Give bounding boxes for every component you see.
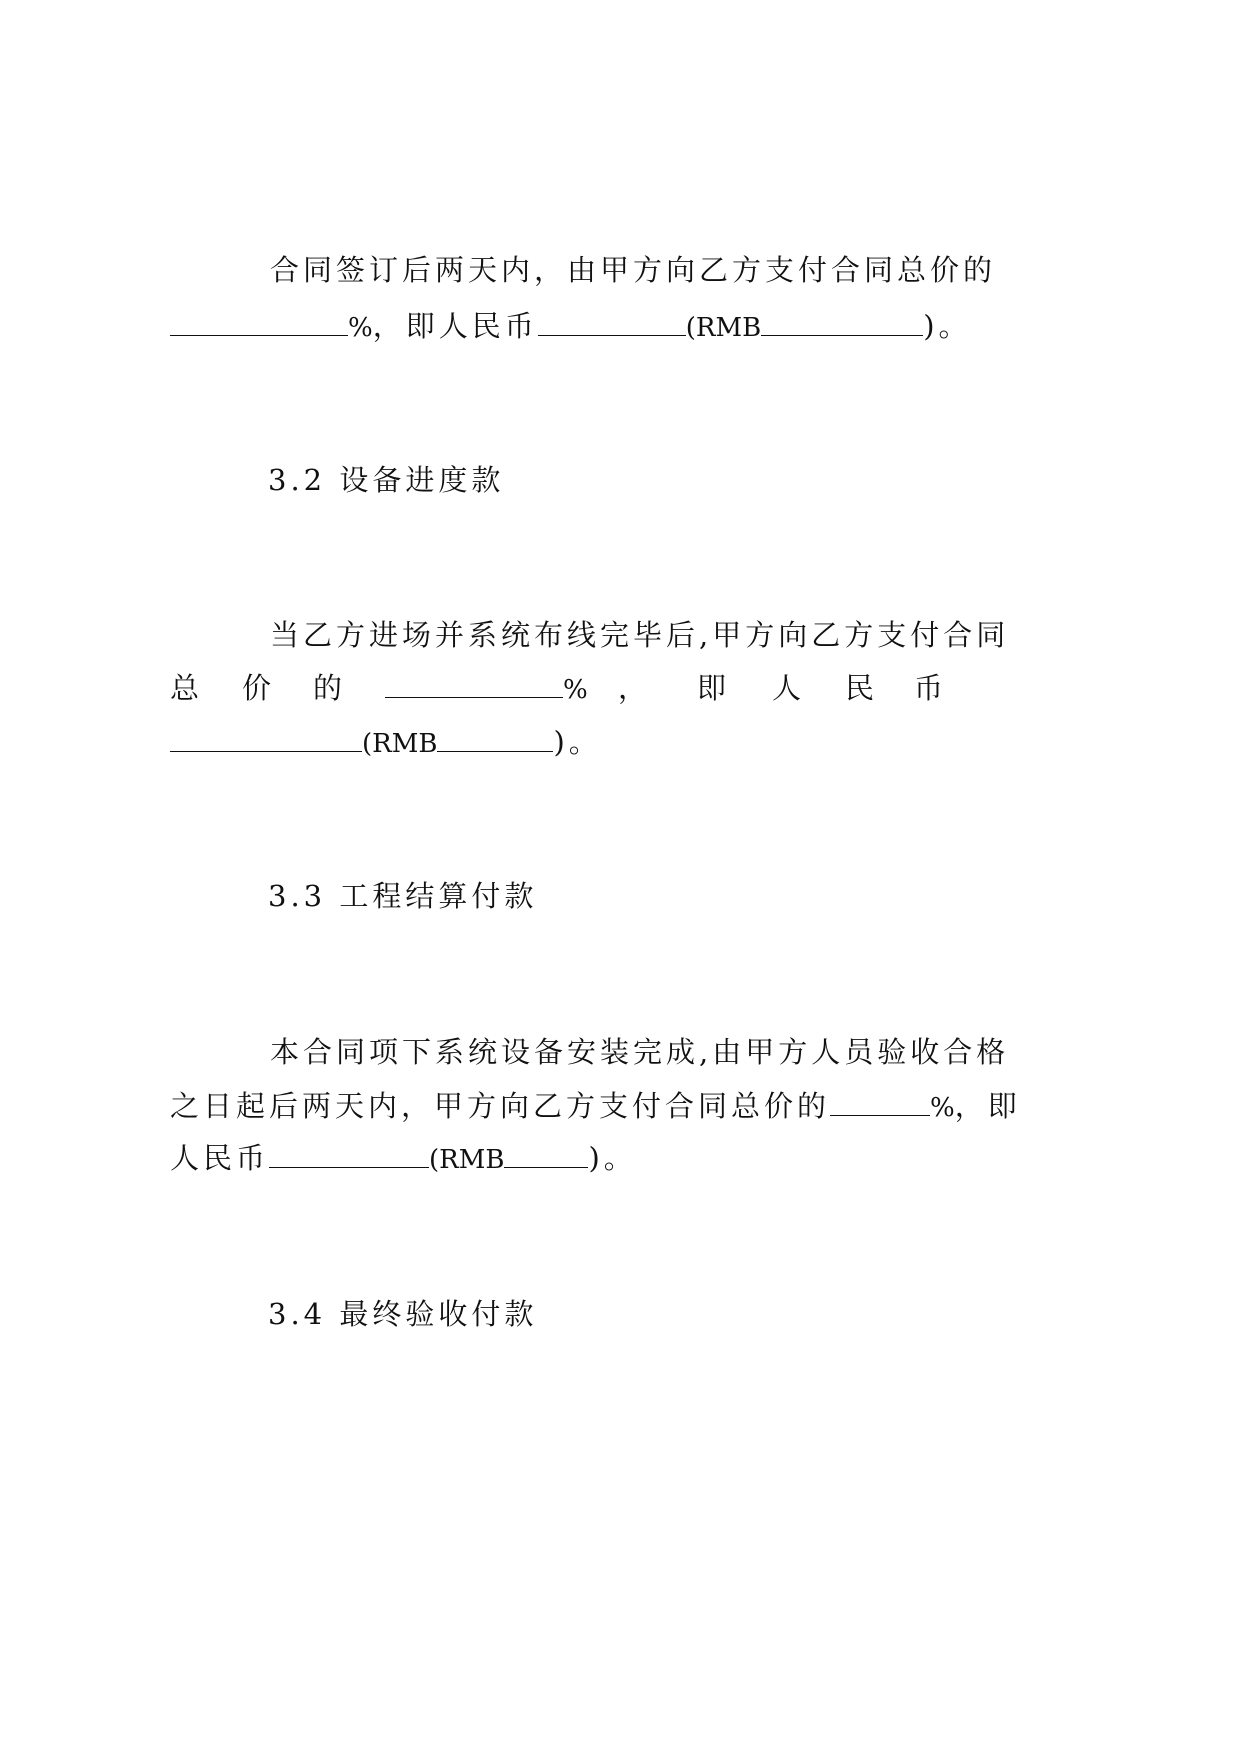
word-de: 的 <box>313 671 343 705</box>
section-heading-3-3 <box>268 876 537 916</box>
word-jia: 价 <box>242 671 272 705</box>
word-min: 民 <box>845 671 875 705</box>
section-title: 3.2 设备进度款 <box>268 463 505 497</box>
section-heading-3-2 <box>268 460 504 500</box>
percent-blank-field[interactable] <box>385 671 563 698</box>
paragraph-3-line-1 <box>270 1032 1009 1072</box>
rmb-close: )。 <box>553 725 602 759</box>
percent-sign: % <box>348 313 373 343</box>
rmb-open: (RMB <box>362 729 438 759</box>
rmb-label: 人民币 <box>170 1141 270 1175</box>
paragraph-2-line-1 <box>270 615 1009 655</box>
paragraph-2-line-3 <box>170 722 602 764</box>
rmb-prefix: ，即 <box>954 1089 1021 1123</box>
rmb-amount-blank-field[interactable] <box>761 309 923 336</box>
rmb-close: )。 <box>588 1141 637 1175</box>
percent-sign: % <box>563 675 588 705</box>
rmb-open: (RMB <box>429 1145 505 1175</box>
amount-blank-field[interactable] <box>170 725 362 752</box>
paragraph-3-line-2 <box>170 1086 1021 1128</box>
paragraph-1-line-1 <box>270 250 996 290</box>
percent-blank-field[interactable] <box>830 1089 930 1116</box>
rmb-amount-blank-field[interactable] <box>504 1141 588 1168</box>
paragraph-1-line-2 <box>170 306 972 348</box>
section-title: 3.3 工程结算付款 <box>268 879 538 913</box>
word-ren: 人 <box>772 671 802 705</box>
rmb-amount-blank-field[interactable] <box>437 725 553 752</box>
section-title: 3.4 最终验收付款 <box>268 1297 538 1331</box>
paragraph-1-text: 合同签订后两天内，由甲方向乙方支付合同总价的 <box>270 253 997 287</box>
word-bi: 币 <box>914 671 944 705</box>
word-zong: 总 <box>170 671 200 705</box>
percent-blank-row <box>385 668 588 710</box>
paragraph-3-text: 本合同项下系统设备安装完成,由甲方人员验收合格 <box>270 1035 1010 1069</box>
percent-blank-field[interactable] <box>170 309 348 336</box>
paragraph-2-text: 当乙方进场并系统布线完毕后,甲方向乙方支付合同 <box>270 618 1010 652</box>
amount-blank-field[interactable] <box>538 309 686 336</box>
rmb-close: )。 <box>923 309 972 343</box>
amount-blank-field[interactable] <box>269 1141 429 1168</box>
paragraph-3-text: 之日起后两天内，甲方向乙方支付合同总价的 <box>170 1089 831 1123</box>
percent-sign: % <box>930 1093 955 1123</box>
section-heading-3-4 <box>268 1294 537 1334</box>
rmb-label: ，即人民币 <box>372 309 538 343</box>
word-ji: 即 <box>697 671 727 705</box>
rmb-open: (RMB <box>685 313 762 343</box>
paragraph-3-line-3 <box>170 1138 637 1180</box>
comma: ， <box>618 671 648 705</box>
